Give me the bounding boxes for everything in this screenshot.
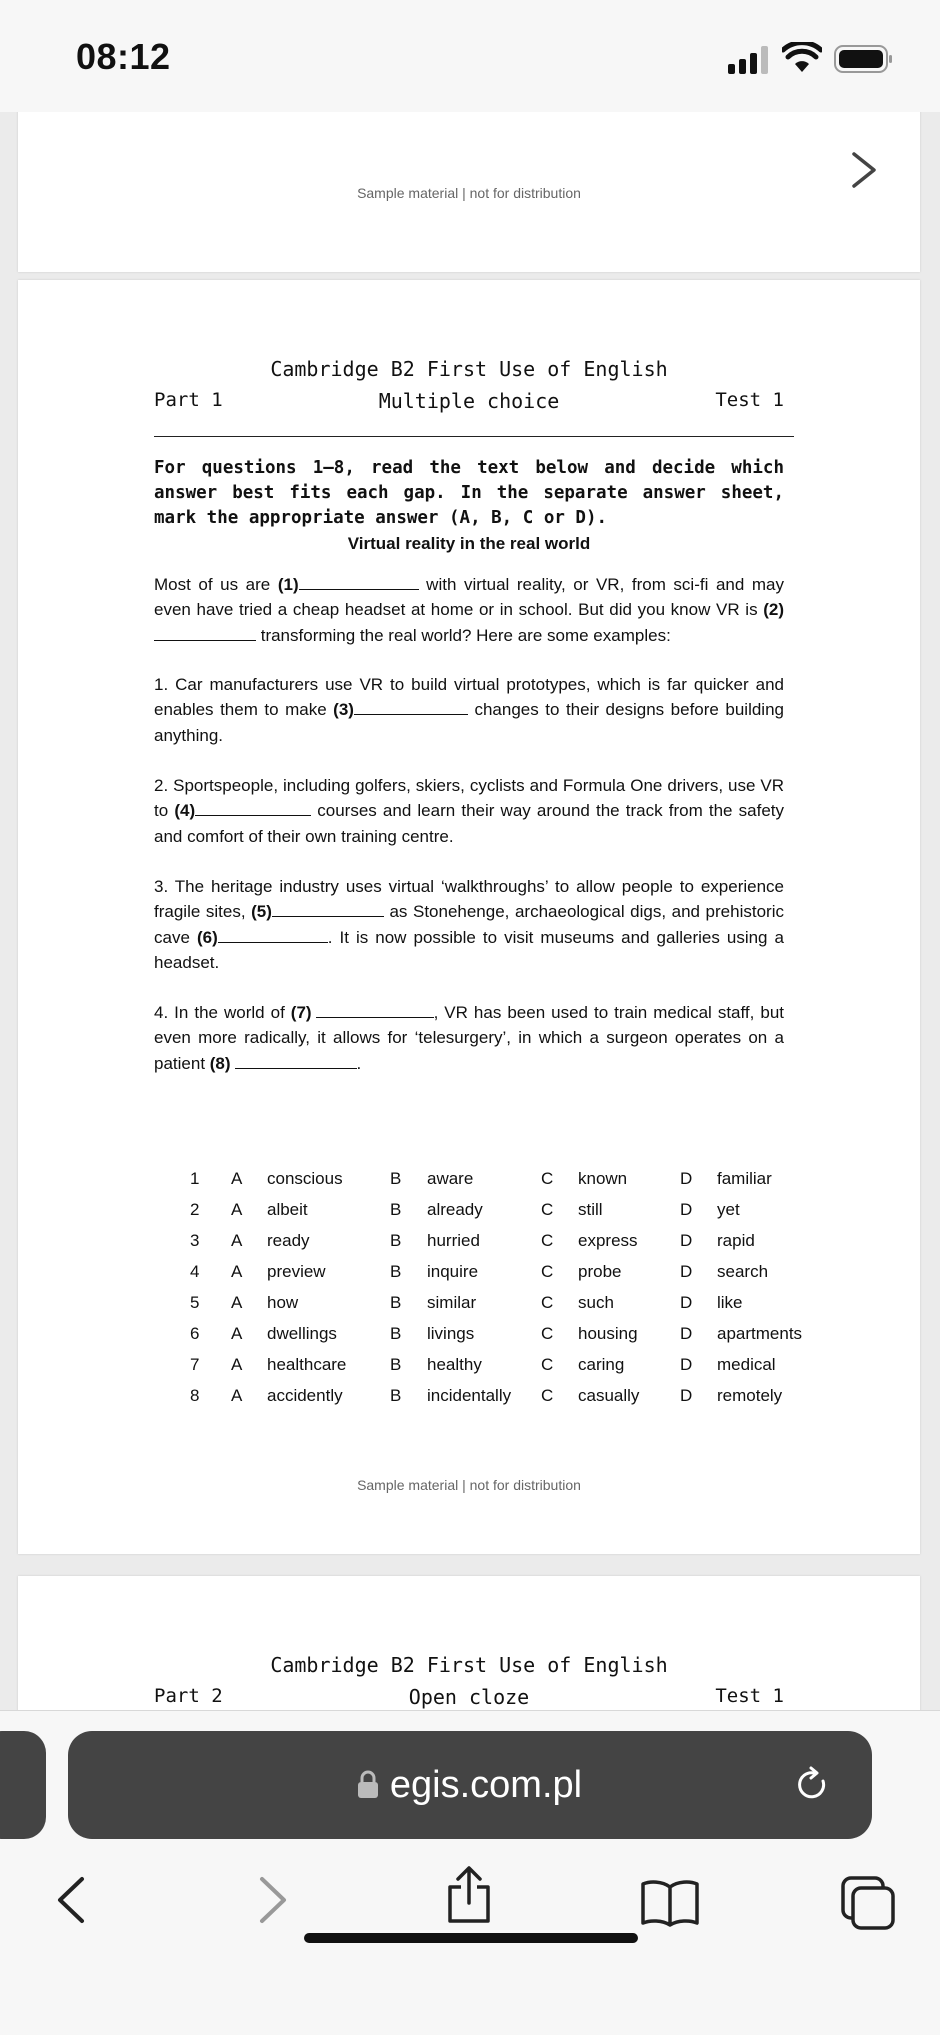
page-subtitle: Open cloze [408, 1685, 530, 1709]
page-subtitle: Multiple choice [378, 389, 560, 413]
pdf-page-part2 [18, 1576, 920, 1710]
text-paragraph: 1. Car manufacturers use VR to build virtual prototypes, which is far quicker and enables them to make (3) changes to their designs before building anything. [154, 675, 784, 745]
question-row: 7 A healthcare B healthy C caring D medical [190, 1355, 776, 1374]
test-label: Test 1 [715, 1685, 784, 1707]
gap-number: (7) [290, 1003, 312, 1022]
question-row: 5 A how B similar C such D like [190, 1293, 743, 1312]
text-paragraph: Most of us are (1) with virtual reality, or VR, from sci-fi and may even have tried a cheap headset at home or in school. But did you know VR is (2) transforming the real world? Here are some examples: [154, 575, 784, 645]
book-icon[interactable] [640, 1879, 700, 1927]
previous-tab-pill[interactable] [0, 1731, 46, 1839]
page-title: Cambridge B2 First Use of English [270, 1653, 668, 1677]
gap-number: (5) [251, 902, 272, 922]
address-bar[interactable] [68, 1731, 872, 1839]
share-icon[interactable] [444, 1865, 494, 1925]
pdf-page-part1 [18, 280, 920, 1554]
lock-icon [358, 1769, 378, 1799]
text-paragraph: 3. The heritage industry uses virtual ‘walkthroughs’ to allow people to experience fragile sites, (5) as Stonehenge, archaeological digs, and prehistoric cave (6) . It is now possible to visit museums and galleries using a headset. [154, 877, 784, 972]
sample-note: Sample material | not for distribution [357, 1477, 581, 1493]
page-title: Cambridge B2 First Use of English [270, 357, 668, 381]
status-time: 08:12 [76, 36, 171, 77]
instructions: For questions 1–8, read the text below and decide which answer best fits each gap. In the separate answer sheet, mark the appropriate answer (A, B, C or D). [154, 458, 784, 528]
question-row: 6 A dwellings B livings C housing D apartments [190, 1324, 803, 1343]
question-row: 3 A ready B hurried C express D rapid [190, 1231, 755, 1250]
gap-number: (8) [209, 1053, 231, 1073]
gap-number: (3) [333, 700, 354, 720]
pdf-viewer[interactable] [0, 112, 940, 1710]
battery-icon [834, 44, 894, 74]
sample-note: Sample material | not for distribution [357, 185, 581, 201]
browser-toolbar [0, 1710, 940, 2035]
home-indicator[interactable] [304, 1933, 638, 1943]
tabs-icon[interactable] [840, 1875, 896, 1931]
address-text-wrap [68, 1764, 872, 1807]
text-paragraph: 4. In the world of (7) , VR has been used to train medical staff, but even more radically, it allows for ‘telesurgery’, in which a surgeon operates on a patient (8) . [154, 1003, 785, 1073]
back-icon[interactable] [54, 1875, 88, 1925]
part-label: Part 2 [154, 1685, 223, 1707]
signal-icon [728, 46, 772, 74]
forward-icon[interactable] [256, 1875, 290, 1925]
text-title: Virtual reality in the real world [347, 534, 591, 553]
gap-number: (2) [763, 600, 784, 620]
gap-number: (1) [277, 575, 299, 594]
part-label: Part 1 [154, 389, 223, 411]
url-text: egis.com.pl [389, 1764, 583, 1806]
wifi-icon [782, 42, 822, 74]
chevron-right-icon[interactable] [850, 150, 878, 190]
divider [154, 436, 794, 437]
gap-number: (6) [196, 927, 218, 947]
test-label: Test 1 [715, 389, 784, 411]
question-row: 2 A albeit B already C still D yet [190, 1200, 740, 1219]
pdf-page-previous [18, 112, 920, 272]
text-paragraph: 2. Sportspeople, including golfers, skiers, cyclists and Formula One drivers, use VR to (4) courses and learn their way around the track from the safety and comfort of their own training centre. [154, 776, 785, 846]
status-bar [0, 0, 940, 112]
question-row: 4 A preview B inquire C probe D search [190, 1262, 769, 1281]
reload-icon[interactable] [792, 1765, 832, 1805]
question-row: 1 A conscious B aware C known D familiar [190, 1169, 772, 1188]
gap-number: (4) [174, 801, 196, 821]
question-row: 8 A accidently B incidentally C casually D remotely [190, 1386, 783, 1405]
